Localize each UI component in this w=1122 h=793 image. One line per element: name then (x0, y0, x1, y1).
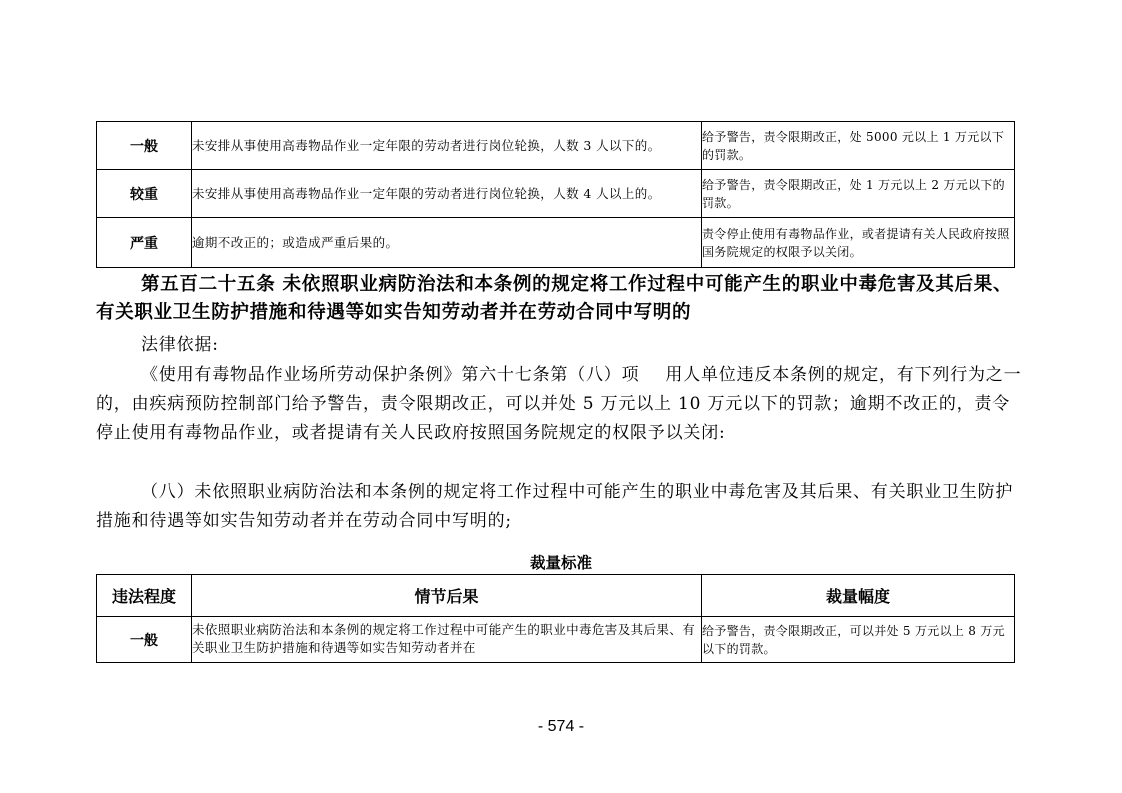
legal-basis-label: 法律依据: (141, 335, 219, 355)
table-row (97, 170, 1015, 218)
circumstance-cell: 未安排从事使用高毒物品作业一定年限的劳动者进行岗位轮换，人数 3 人以下的。 (192, 122, 702, 170)
legal-basis-source: 《使用有毒物品作业场所劳动保护条例》第六十七条第（八）项 (141, 365, 640, 385)
severity-level-cell: 一般 (97, 617, 192, 663)
table-row (97, 617, 1015, 663)
penalty-table-previous (96, 121, 1015, 268)
column-header-severity: 违法程度 (97, 575, 192, 617)
circumstance-cell: 逾期不改正的；或造成严重后果的。 (192, 218, 702, 268)
penalty-cell: 给予警告，责令限期改正，处 1 万元以上 2 万元以下的罚款。 (702, 170, 1015, 218)
circumstance-cell: 未安排从事使用高毒物品作业一定年限的劳动者进行岗位轮换，人数 4 人以上的。 (192, 170, 702, 218)
severity-level-cell: 一般 (97, 122, 192, 170)
page-number: - 574 - (537, 718, 585, 735)
circumstance-text: 未依照职业病防治法和本条例的规定将工作过程中可能产生的职业中毒危害及其后果、有关职业卫生防护措施和待遇等如实告知劳动者并在 (192, 621, 696, 655)
severity-level-cell: 严重 (97, 218, 192, 268)
penalty-table (96, 574, 1015, 663)
penalty-cell: 给予警告，责令限期改正，处 5000 元以上 1 万元以下的罚款。 (702, 122, 1015, 170)
table-row (97, 218, 1015, 268)
table-caption: 裁量标准 (529, 554, 592, 572)
legal-basis-text: 用人单位违反本条例的规定，有下列行为之一的，由疾病预防控制部门给予警告，责令限期改正，可以并处 5 万元以上 10 万元以下的罚款；逾期不改正的，责令停止使用有毒物品作业，或者提请有关人民政府按照国务院规定的权限予以关闭: (96, 365, 1022, 443)
column-header-circumstance: 情节后果 (192, 575, 702, 617)
severity-level-cell: 较重 (97, 170, 192, 218)
table-row (97, 122, 1015, 170)
article-title: 第五百二十五条 未依照职业病防治法和本条例的规定将工作过程中可能产生的职业中毒危害及其后果、有关职业卫生防护措施和待遇等如实告知劳动者并在劳动合同中写明的 (96, 274, 1013, 323)
legal-basis-paragraph (96, 361, 1026, 448)
penalty-cell: 给予警告，责令限期改正，可以并处 5 万元以上 8 万元以下的罚款。 (702, 617, 1015, 663)
table-header-row (97, 575, 1015, 617)
circumstance-cell (192, 617, 702, 663)
column-header-penalty: 裁量幅度 (702, 575, 1015, 617)
violation-item-paragraph: （八）未依照职业病防治法和本条例的规定将工作过程中可能产生的职业中毒危害及其后果、有关职业卫生防护措施和待遇等如实告知劳动者并在劳动合同中写明的; (96, 482, 1014, 531)
penalty-cell: 责令停止使用有毒物品作业，或者提请有关人民政府按照国务院规定的权限予以关闭。 (702, 218, 1015, 268)
